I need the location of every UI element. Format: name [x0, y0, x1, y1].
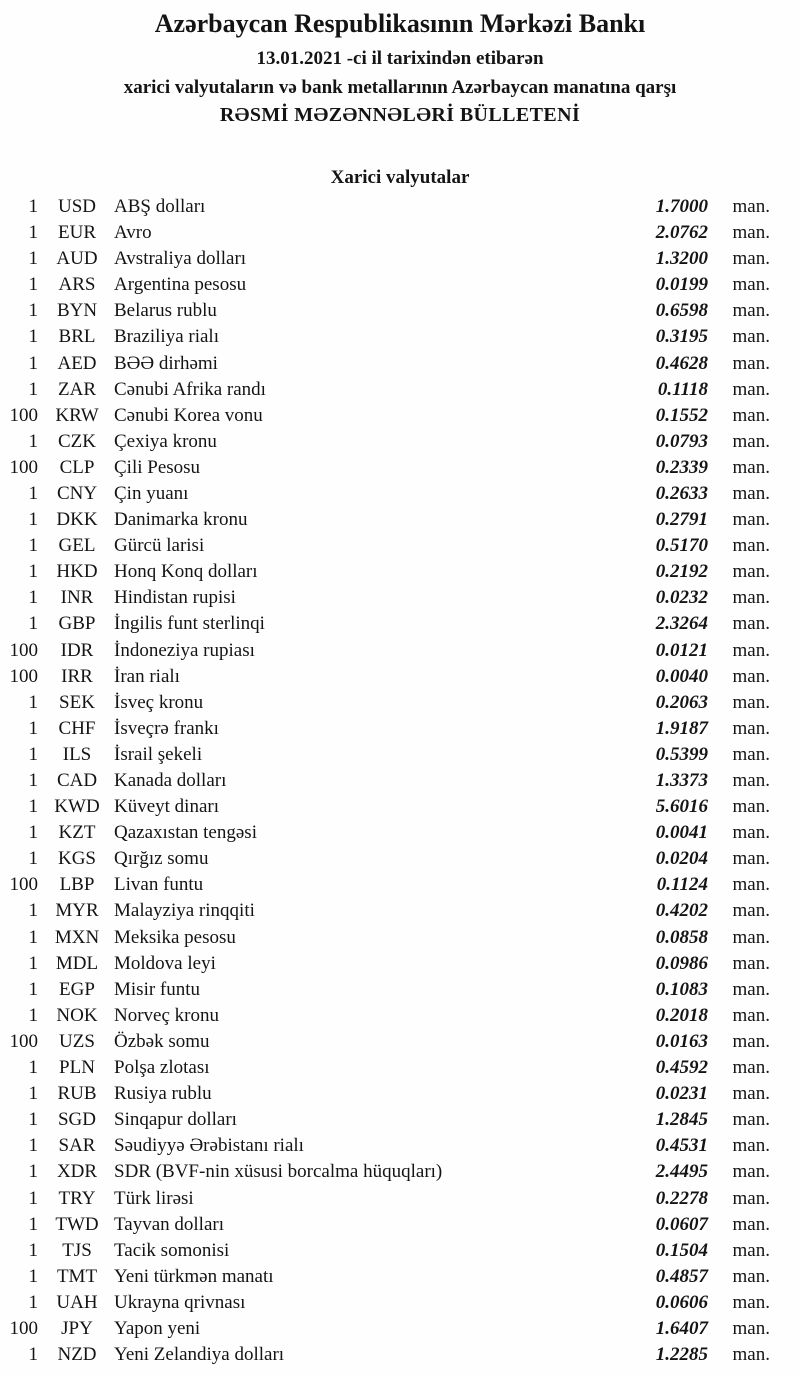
- currency-code: CZK: [58, 430, 96, 452]
- currency-name: İngilis funt sterlinqi: [114, 613, 265, 635]
- currency-row: [0, 585, 800, 611]
- quantity: 1: [28, 509, 38, 531]
- exchange-rate: 0.0121: [655, 639, 708, 661]
- currency-row: [0, 246, 800, 272]
- quantity: 1: [28, 1187, 38, 1209]
- unit-label: man.: [732, 274, 770, 296]
- currency-code: MYR: [55, 900, 99, 922]
- currency-row: [0, 1159, 800, 1185]
- quantity: 1: [28, 222, 38, 244]
- currency-name: İsveçrə frankı: [114, 717, 219, 739]
- currency-name: Malayziya rinqqiti: [114, 900, 255, 922]
- exchange-rate: 0.2192: [655, 561, 708, 583]
- currency-row: [0, 377, 800, 403]
- currency-row: [0, 951, 800, 977]
- currency-name: Hindistan rupisi: [114, 587, 236, 609]
- quantity: 1: [28, 978, 38, 1000]
- currency-row: [0, 455, 800, 481]
- exchange-rate: 1.3373: [655, 770, 708, 791]
- exchange-rate: 0.4202: [655, 900, 708, 922]
- unit-label: man.: [732, 1083, 770, 1105]
- unit-label: man.: [732, 1265, 770, 1287]
- unit-label: man.: [732, 352, 770, 374]
- currency-row: [0, 820, 800, 846]
- currency-row: [0, 350, 800, 376]
- currency-name: BƏƏ dirhəmi: [114, 352, 218, 374]
- currency-code: HKD: [56, 561, 98, 583]
- currency-code: XDR: [56, 1161, 98, 1183]
- currency-row: [0, 1238, 800, 1264]
- currency-name: Türk lirəsi: [114, 1187, 194, 1209]
- quantity: 100: [9, 456, 38, 478]
- currency-row: [0, 559, 800, 585]
- currency-name: Qazaxıstan tengəsi: [114, 822, 257, 844]
- currency-row: [0, 1081, 800, 1107]
- currency-code: ARS: [58, 274, 96, 296]
- currency-row: [0, 1055, 800, 1081]
- quantity: 1: [28, 561, 38, 583]
- unit-label: man.: [732, 1109, 770, 1131]
- currency-name: Avro: [114, 222, 152, 244]
- currency-name: Rusiya rublu: [114, 1083, 212, 1105]
- currency-code: CAD: [56, 770, 98, 791]
- currency-name: Danimarka kronu: [114, 509, 248, 531]
- currency-row: [0, 742, 800, 768]
- currency-row: [0, 481, 800, 507]
- currency-name: Yapon yeni: [114, 1317, 201, 1339]
- currency-row: [0, 507, 800, 533]
- currency-code: KWD: [54, 796, 100, 818]
- exchange-rate: 1.2285: [655, 1344, 708, 1366]
- currency-name: Polşa zlotası: [114, 1057, 210, 1079]
- unit-label: man.: [732, 900, 770, 922]
- currency-code: RUB: [57, 1083, 97, 1105]
- quantity: 1: [28, 274, 38, 296]
- unit-label: man.: [732, 613, 770, 635]
- quantity: 1: [28, 1057, 38, 1079]
- currency-code: INR: [60, 587, 94, 609]
- currency-code: DKK: [56, 509, 98, 531]
- unit-label: man.: [732, 561, 770, 583]
- currency-row: [0, 1264, 800, 1290]
- exchange-rate: 0.0041: [655, 822, 708, 844]
- currency-name: Küveyt dinarı: [114, 796, 220, 818]
- currency-code: IRR: [61, 665, 93, 687]
- currency-name: Çexiya kronu: [114, 430, 217, 452]
- currency-name: Çili Pesosu: [114, 456, 201, 478]
- exchange-rate: 0.2018: [655, 1004, 708, 1026]
- currency-name: Honq Konq dolları: [114, 561, 258, 583]
- unit-label: man.: [732, 1004, 770, 1026]
- bulletin-title: RƏSMİ MƏZƏNNƏLƏRİ BÜLLETENİ: [219, 103, 581, 126]
- unit-label: man.: [732, 404, 770, 426]
- currency-name: SDR (BVF-nin xüsusi borcalma hüquqları): [114, 1161, 443, 1183]
- unit-label: man.: [732, 1161, 770, 1183]
- exchange-rate: 0.1083: [655, 978, 708, 1000]
- currency-code: PLN: [59, 1057, 95, 1079]
- quantity: 1: [28, 822, 38, 844]
- currency-code: CNY: [56, 482, 98, 504]
- currency-code: TJS: [62, 1239, 92, 1261]
- exchange-rate: 0.4628: [655, 352, 708, 374]
- currency-code: EUR: [58, 222, 96, 244]
- exchange-rate: 0.0231: [655, 1083, 708, 1105]
- quantity: 1: [28, 1135, 38, 1157]
- quantity: 1: [28, 1265, 38, 1287]
- unit-label: man.: [732, 300, 770, 322]
- unit-label: man.: [732, 1135, 770, 1157]
- currency-code: AUD: [56, 248, 98, 270]
- exchange-rate: 2.4495: [655, 1161, 708, 1183]
- exchange-rate: 0.6598: [655, 300, 708, 322]
- exchange-rate: 1.9187: [655, 717, 708, 739]
- unit-label: man.: [732, 456, 770, 478]
- currency-name: Yeni türkmən manatı: [114, 1265, 274, 1287]
- currency-row: [0, 220, 800, 246]
- exchange-rate: 1.6407: [655, 1317, 708, 1339]
- exchange-rate: 0.0163: [655, 1030, 708, 1052]
- currency-name: Belarus rublu: [114, 300, 217, 322]
- currency-code: JPY: [61, 1317, 93, 1339]
- document-subtitle: xarici valyutaların və bank metallarının Azərbaycan manatına qarşı: [123, 76, 677, 98]
- currency-name: Norveç kronu: [114, 1004, 219, 1026]
- exchange-rate: 0.0858: [655, 926, 708, 948]
- quantity: 1: [28, 691, 38, 713]
- exchange-rate: 0.1124: [656, 874, 708, 896]
- quantity: 1: [28, 482, 38, 504]
- effective-date-line: 13.01.2021 -ci il tarixindən etibarən: [256, 47, 544, 69]
- quantity: 1: [28, 1213, 38, 1235]
- unit-label: man.: [732, 1291, 770, 1313]
- currency-code: GBP: [58, 613, 96, 635]
- currency-name: Avstraliya dolları: [114, 248, 247, 270]
- currency-code: KRW: [55, 404, 99, 426]
- currency-code: ILS: [62, 743, 92, 765]
- exchange-rate: 0.5170: [655, 535, 708, 557]
- currency-code: LBP: [59, 874, 95, 896]
- exchange-rate: 0.1118: [657, 378, 708, 400]
- currency-row: [0, 611, 800, 637]
- currency-row: [0, 664, 800, 690]
- currency-name: Sinqapur dolları: [114, 1109, 237, 1131]
- currency-row: [0, 1212, 800, 1238]
- exchange-rate: 0.0607: [655, 1213, 708, 1235]
- unit-label: man.: [732, 665, 770, 687]
- exchange-rate: 0.0199: [655, 274, 708, 296]
- currency-name: İndoneziya rupiası: [114, 639, 255, 661]
- unit-label: man.: [732, 770, 770, 791]
- unit-label: man.: [732, 222, 770, 244]
- currency-code: KGS: [57, 848, 96, 870]
- quantity: 1: [28, 1109, 38, 1131]
- currency-row: [0, 1107, 800, 1133]
- quantity: 1: [28, 1344, 38, 1366]
- unit-label: man.: [732, 1344, 770, 1366]
- currency-row: [0, 1316, 800, 1342]
- exchange-rate: 0.0606: [655, 1291, 708, 1313]
- exchange-rate: 0.0232: [655, 587, 708, 609]
- quantity: 1: [28, 1161, 38, 1183]
- quantity: 1: [28, 717, 38, 739]
- document-header: [0, 0, 800, 127]
- currency-row: [0, 1133, 800, 1159]
- unit-label: man.: [732, 1030, 770, 1052]
- currency-row: [0, 794, 800, 820]
- currency-code: EGP: [59, 978, 95, 1000]
- quantity: 1: [28, 848, 38, 870]
- unit-label: man.: [732, 1239, 770, 1261]
- currency-row: [0, 977, 800, 1003]
- currency-code: USD: [57, 195, 96, 217]
- unit-label: man.: [732, 848, 770, 870]
- quantity: 1: [28, 613, 38, 635]
- unit-label: man.: [732, 1057, 770, 1079]
- currency-code: TWD: [55, 1213, 99, 1235]
- unit-label: man.: [732, 248, 770, 270]
- currency-name: Özbək somu: [114, 1030, 210, 1052]
- currency-row: [0, 272, 800, 298]
- currency-code: NZD: [57, 1344, 97, 1366]
- quantity: 1: [28, 1291, 38, 1313]
- currency-row: [0, 1342, 800, 1368]
- quantity: 1: [28, 248, 38, 270]
- exchange-rate: 2.0762: [655, 222, 708, 244]
- unit-label: man.: [732, 509, 770, 531]
- currency-row: [0, 1003, 800, 1029]
- currency-code: BYN: [56, 300, 98, 322]
- currency-name: Çin yuanı: [114, 482, 189, 504]
- currency-row: [0, 403, 800, 429]
- exchange-rate: 0.0986: [655, 952, 708, 974]
- currency-code: KZT: [58, 822, 96, 844]
- quantity: 1: [28, 326, 38, 348]
- quantity: 1: [28, 952, 38, 974]
- currency-row: [0, 194, 800, 220]
- quantity: 1: [28, 926, 38, 948]
- quantity: 100: [9, 665, 38, 687]
- exchange-rate: 0.0204: [655, 848, 708, 870]
- quantity: 1: [28, 1083, 38, 1105]
- unit-label: man.: [732, 691, 770, 713]
- quantity: 100: [9, 639, 38, 661]
- currency-code: ZAR: [58, 378, 96, 400]
- quantity: 1: [28, 1004, 38, 1026]
- section-title-foreign-currencies: Xarici valyutalar: [330, 166, 470, 188]
- currency-name: ABŞ dolları: [114, 195, 206, 217]
- currency-name: Səudiyyə Ərəbistanı rialı: [114, 1135, 304, 1157]
- quantity: 1: [28, 535, 38, 557]
- quantity: 1: [28, 796, 38, 818]
- unit-label: man.: [732, 952, 770, 974]
- currency-code: MXN: [54, 926, 100, 948]
- currency-row: [0, 533, 800, 559]
- unit-label: man.: [732, 1213, 770, 1235]
- currency-name: Moldova leyi: [114, 952, 216, 974]
- currency-name: Argentina pesosu: [114, 274, 247, 296]
- currency-name: İsrail şekeli: [114, 743, 203, 765]
- exchange-rate: 5.6016: [655, 796, 708, 818]
- unit-label: man.: [732, 926, 770, 948]
- currency-code: TRY: [58, 1187, 96, 1209]
- quantity: 1: [28, 195, 38, 217]
- unit-label: man.: [732, 978, 770, 1000]
- currency-code: TMT: [56, 1265, 98, 1287]
- quantity: 1: [28, 743, 38, 765]
- unit-label: man.: [732, 482, 770, 504]
- exchange-rate: 0.2339: [655, 456, 708, 478]
- currency-name: Cənubi Korea vonu: [114, 404, 263, 426]
- currency-row: [0, 1185, 800, 1211]
- currency-row: [0, 324, 800, 350]
- exchange-rate: 0.2791: [655, 509, 708, 531]
- unit-label: man.: [732, 639, 770, 661]
- quantity: 100: [9, 1317, 38, 1339]
- currency-row: [0, 846, 800, 872]
- unit-label: man.: [732, 535, 770, 557]
- currency-name: Braziliya rialı: [114, 326, 219, 348]
- unit-label: man.: [732, 1187, 770, 1209]
- currency-code: BRL: [58, 326, 96, 348]
- exchange-rate: 0.4592: [655, 1057, 708, 1079]
- rates-list: [0, 194, 800, 1368]
- currency-code: SGD: [57, 1109, 96, 1131]
- currency-row: [0, 872, 800, 898]
- unit-label: man.: [732, 378, 770, 400]
- currency-row: [0, 768, 800, 794]
- unit-label: man.: [732, 430, 770, 452]
- unit-label: man.: [732, 796, 770, 818]
- currency-code: UAH: [56, 1291, 98, 1313]
- currency-code: GEL: [58, 535, 96, 557]
- currency-name: İsveç kronu: [114, 691, 204, 713]
- currency-name: Ukrayna qrivnası: [114, 1291, 246, 1313]
- quantity: 1: [28, 770, 38, 791]
- exchange-rate: 1.3200: [655, 248, 708, 270]
- currency-code: AED: [57, 352, 97, 374]
- unit-label: man.: [732, 1317, 770, 1339]
- currency-row: [0, 637, 800, 663]
- quantity: 100: [9, 404, 38, 426]
- exchange-rate: 0.1504: [655, 1239, 708, 1261]
- currency-name: Tayvan dolları: [114, 1213, 224, 1235]
- exchange-rate: 0.5399: [655, 743, 708, 765]
- unit-label: man.: [732, 326, 770, 348]
- quantity: 1: [28, 900, 38, 922]
- currency-name: Qırğız somu: [114, 848, 209, 870]
- unit-label: man.: [732, 743, 770, 765]
- exchange-rate: 0.0040: [655, 665, 708, 687]
- exchange-rate: 0.4531: [655, 1135, 708, 1157]
- currency-name: İran rialı: [114, 665, 180, 687]
- unit-label: man.: [732, 717, 770, 739]
- unit-label: man.: [732, 874, 770, 896]
- currency-name: Gürcü larisi: [114, 535, 205, 557]
- currency-row: [0, 298, 800, 324]
- currency-row: [0, 690, 800, 716]
- currency-name: Misir funtu: [114, 978, 201, 1000]
- currency-name: Kanada dolları: [114, 770, 227, 791]
- exchange-rate: 1.7000: [655, 195, 708, 217]
- exchange-rate: 0.2063: [655, 691, 708, 713]
- currency-code: NOK: [56, 1004, 98, 1026]
- quantity: 100: [9, 1030, 38, 1052]
- currency-code: CLP: [59, 456, 95, 478]
- quantity: 100: [9, 874, 38, 896]
- unit-label: man.: [732, 587, 770, 609]
- currency-row: [0, 429, 800, 455]
- exchange-rate: 0.2633: [655, 482, 708, 504]
- currency-code: MDL: [55, 952, 99, 974]
- currency-name: Yeni Zelandiya dolları: [114, 1344, 285, 1366]
- currency-code: SAR: [58, 1135, 96, 1157]
- currency-name: Livan funtu: [114, 874, 204, 896]
- currency-row: [0, 1029, 800, 1055]
- quantity: 1: [28, 587, 38, 609]
- exchange-rate: 0.0793: [655, 430, 708, 452]
- exchange-rate: 1.2845: [655, 1109, 708, 1131]
- currency-row: [0, 716, 800, 742]
- quantity: 1: [28, 378, 38, 400]
- exchange-rate: 2.3264: [655, 613, 708, 635]
- currency-code: SEK: [59, 691, 95, 713]
- currency-name: Tacik somonisi: [114, 1239, 230, 1261]
- unit-label: man.: [732, 822, 770, 844]
- currency-name: Meksika pesosu: [114, 926, 236, 948]
- exchange-rate: 0.1552: [655, 404, 708, 426]
- quantity: 1: [28, 300, 38, 322]
- exchange-rate: 0.4857: [655, 1265, 708, 1287]
- currency-code: UZS: [59, 1030, 95, 1052]
- currency-name: Cənubi Afrika randı: [114, 378, 266, 400]
- currency-row: [0, 1290, 800, 1316]
- exchange-rate: 0.3195: [655, 326, 708, 348]
- quantity: 1: [28, 352, 38, 374]
- bank-title: Azərbaycan Respublikasının Mərkəzi Bankı: [154, 9, 646, 38]
- exchange-rate: 0.2278: [655, 1187, 708, 1209]
- currency-row: [0, 925, 800, 951]
- quantity: 1: [28, 430, 38, 452]
- quantity: 1: [28, 1239, 38, 1261]
- currency-code: CHF: [58, 717, 96, 739]
- unit-label: man.: [732, 195, 770, 217]
- currency-code: IDR: [60, 639, 94, 661]
- currency-row: [0, 898, 800, 924]
